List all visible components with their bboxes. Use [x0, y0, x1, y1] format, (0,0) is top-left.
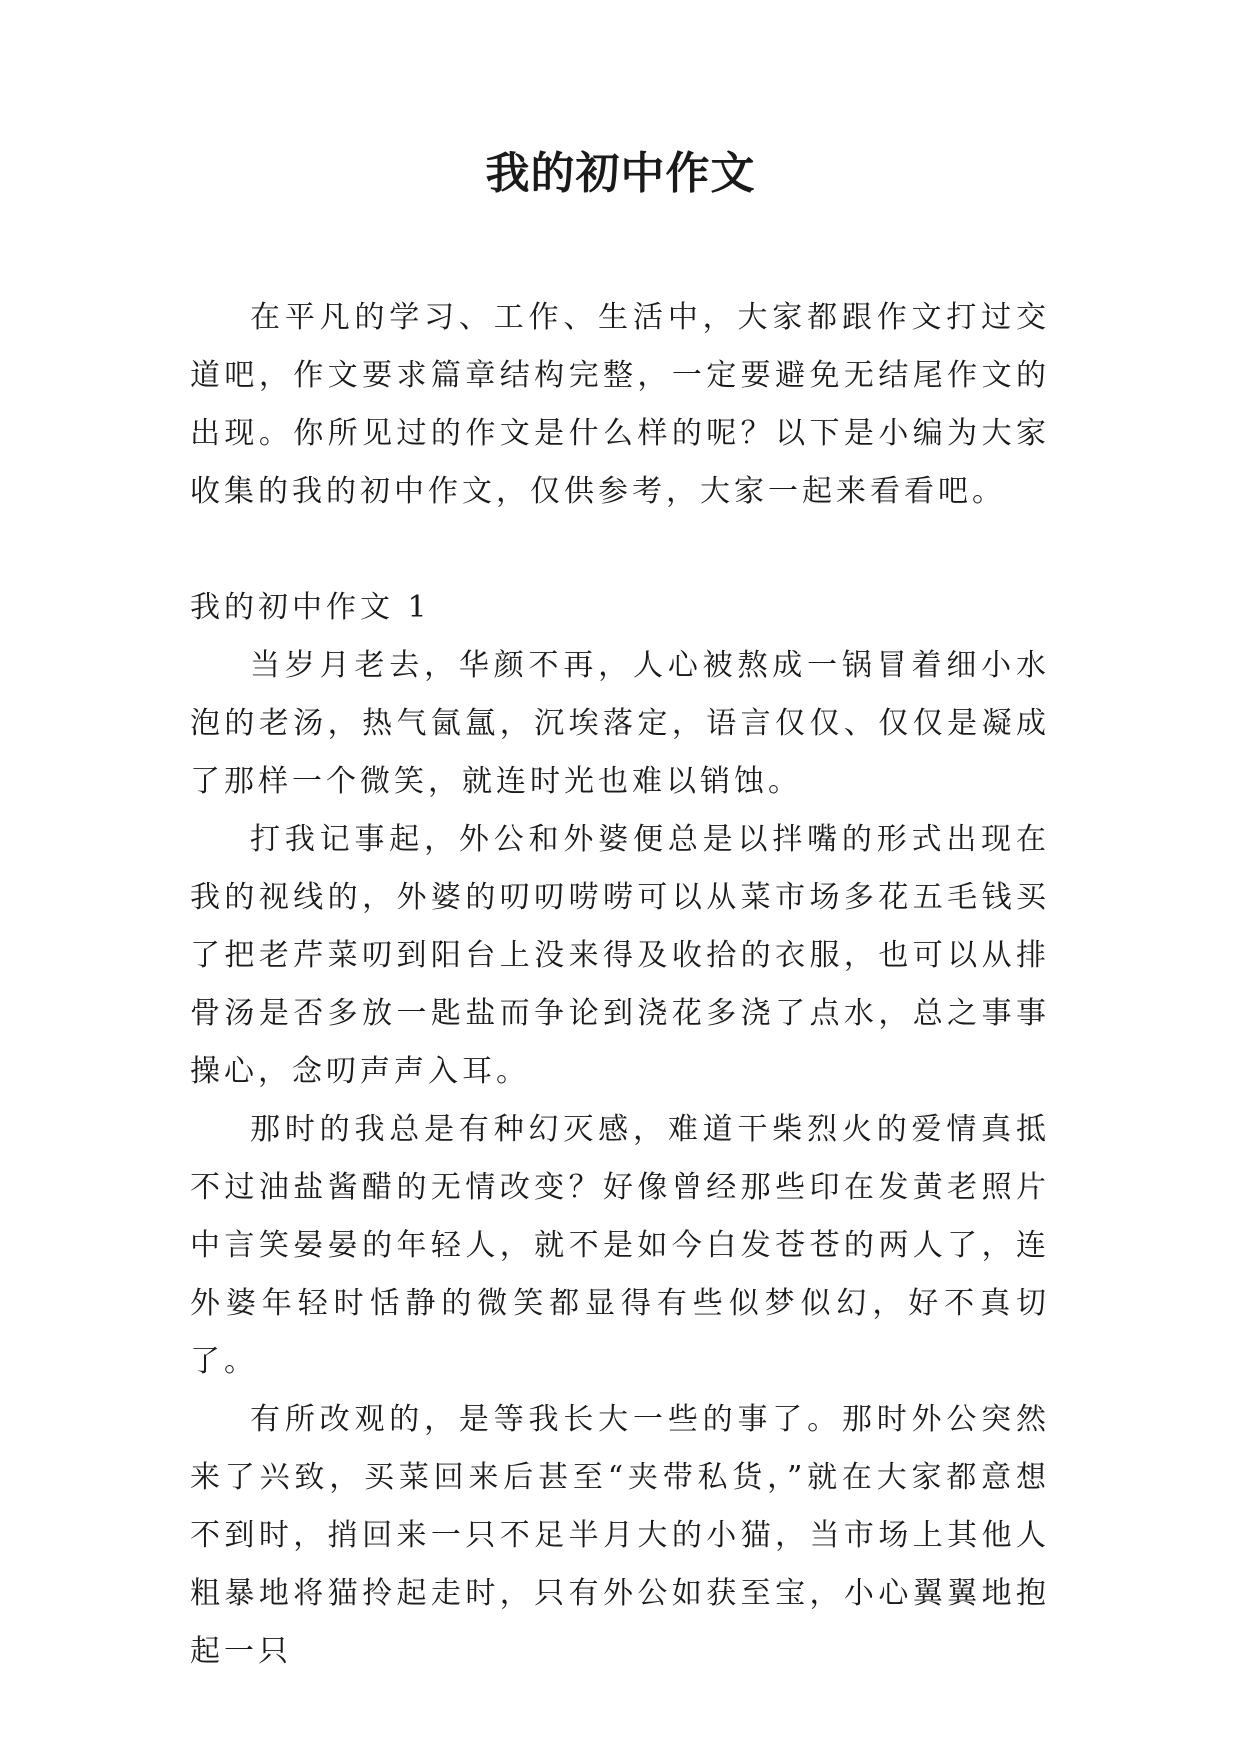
- document-body: [190, 289, 1050, 1681]
- intro-paragraph: 在平凡的学习、工作、生活中，大家都跟作文打过交道吧，作文要求篇章结构完整，一定要避免无结尾作文的出现。你所见过的作文是什么样的呢？以下是小编为大家收集的我的初中作文，仅供参考，大家一起来看看吧。: [190, 300, 1050, 509]
- body-paragraph: 有所改观的，是等我长大一些的事了。那时外公突然来了兴致，买菜回来后甚至“夹带私货，”就在大家都意想不到时，捎回来一只不足半月大的小猫，当市场上其他人粗暴地将猫拎起走时，只有外公如获至宝，小心翼翼地抱起一只: [190, 1402, 1050, 1669]
- body-paragraph: 那时的我总是有种幻灭感，难道干柴烈火的爱情真抵不过油盐酱醋的无情改变？好像曾经那些印在发黄老照片中言笑晏晏的年轻人，就不是如今白发苍苍的两人了，连外婆年轻时恬静的微笑都显得有些似梦似幻，好不真切了。: [190, 1112, 1050, 1379]
- document-title: 我的初中作文: [485, 148, 756, 199]
- section-heading: 我的初中作文 1: [190, 590, 431, 625]
- body-paragraph: 当岁月老去，华颜不再，人心被熬成一锅冒着细小水泡的老汤，热气氤氲，沉埃落定，语言仅仅、仅仅是凝成了那样一个微笑，就连时光也难以销蚀。: [190, 648, 1050, 799]
- body-paragraph: 打我记事起，外公和外婆便总是以拌嘴的形式出现在我的视线的，外婆的叨叨唠唠可以从菜市场多花五毛钱买了把老芹菜叨到阳台上没来得及收拾的衣服，也可以从排骨汤是否多放一匙盐而争论到浇花多浇了点水，总之事事操心，念叨声声入耳。: [190, 822, 1050, 1089]
